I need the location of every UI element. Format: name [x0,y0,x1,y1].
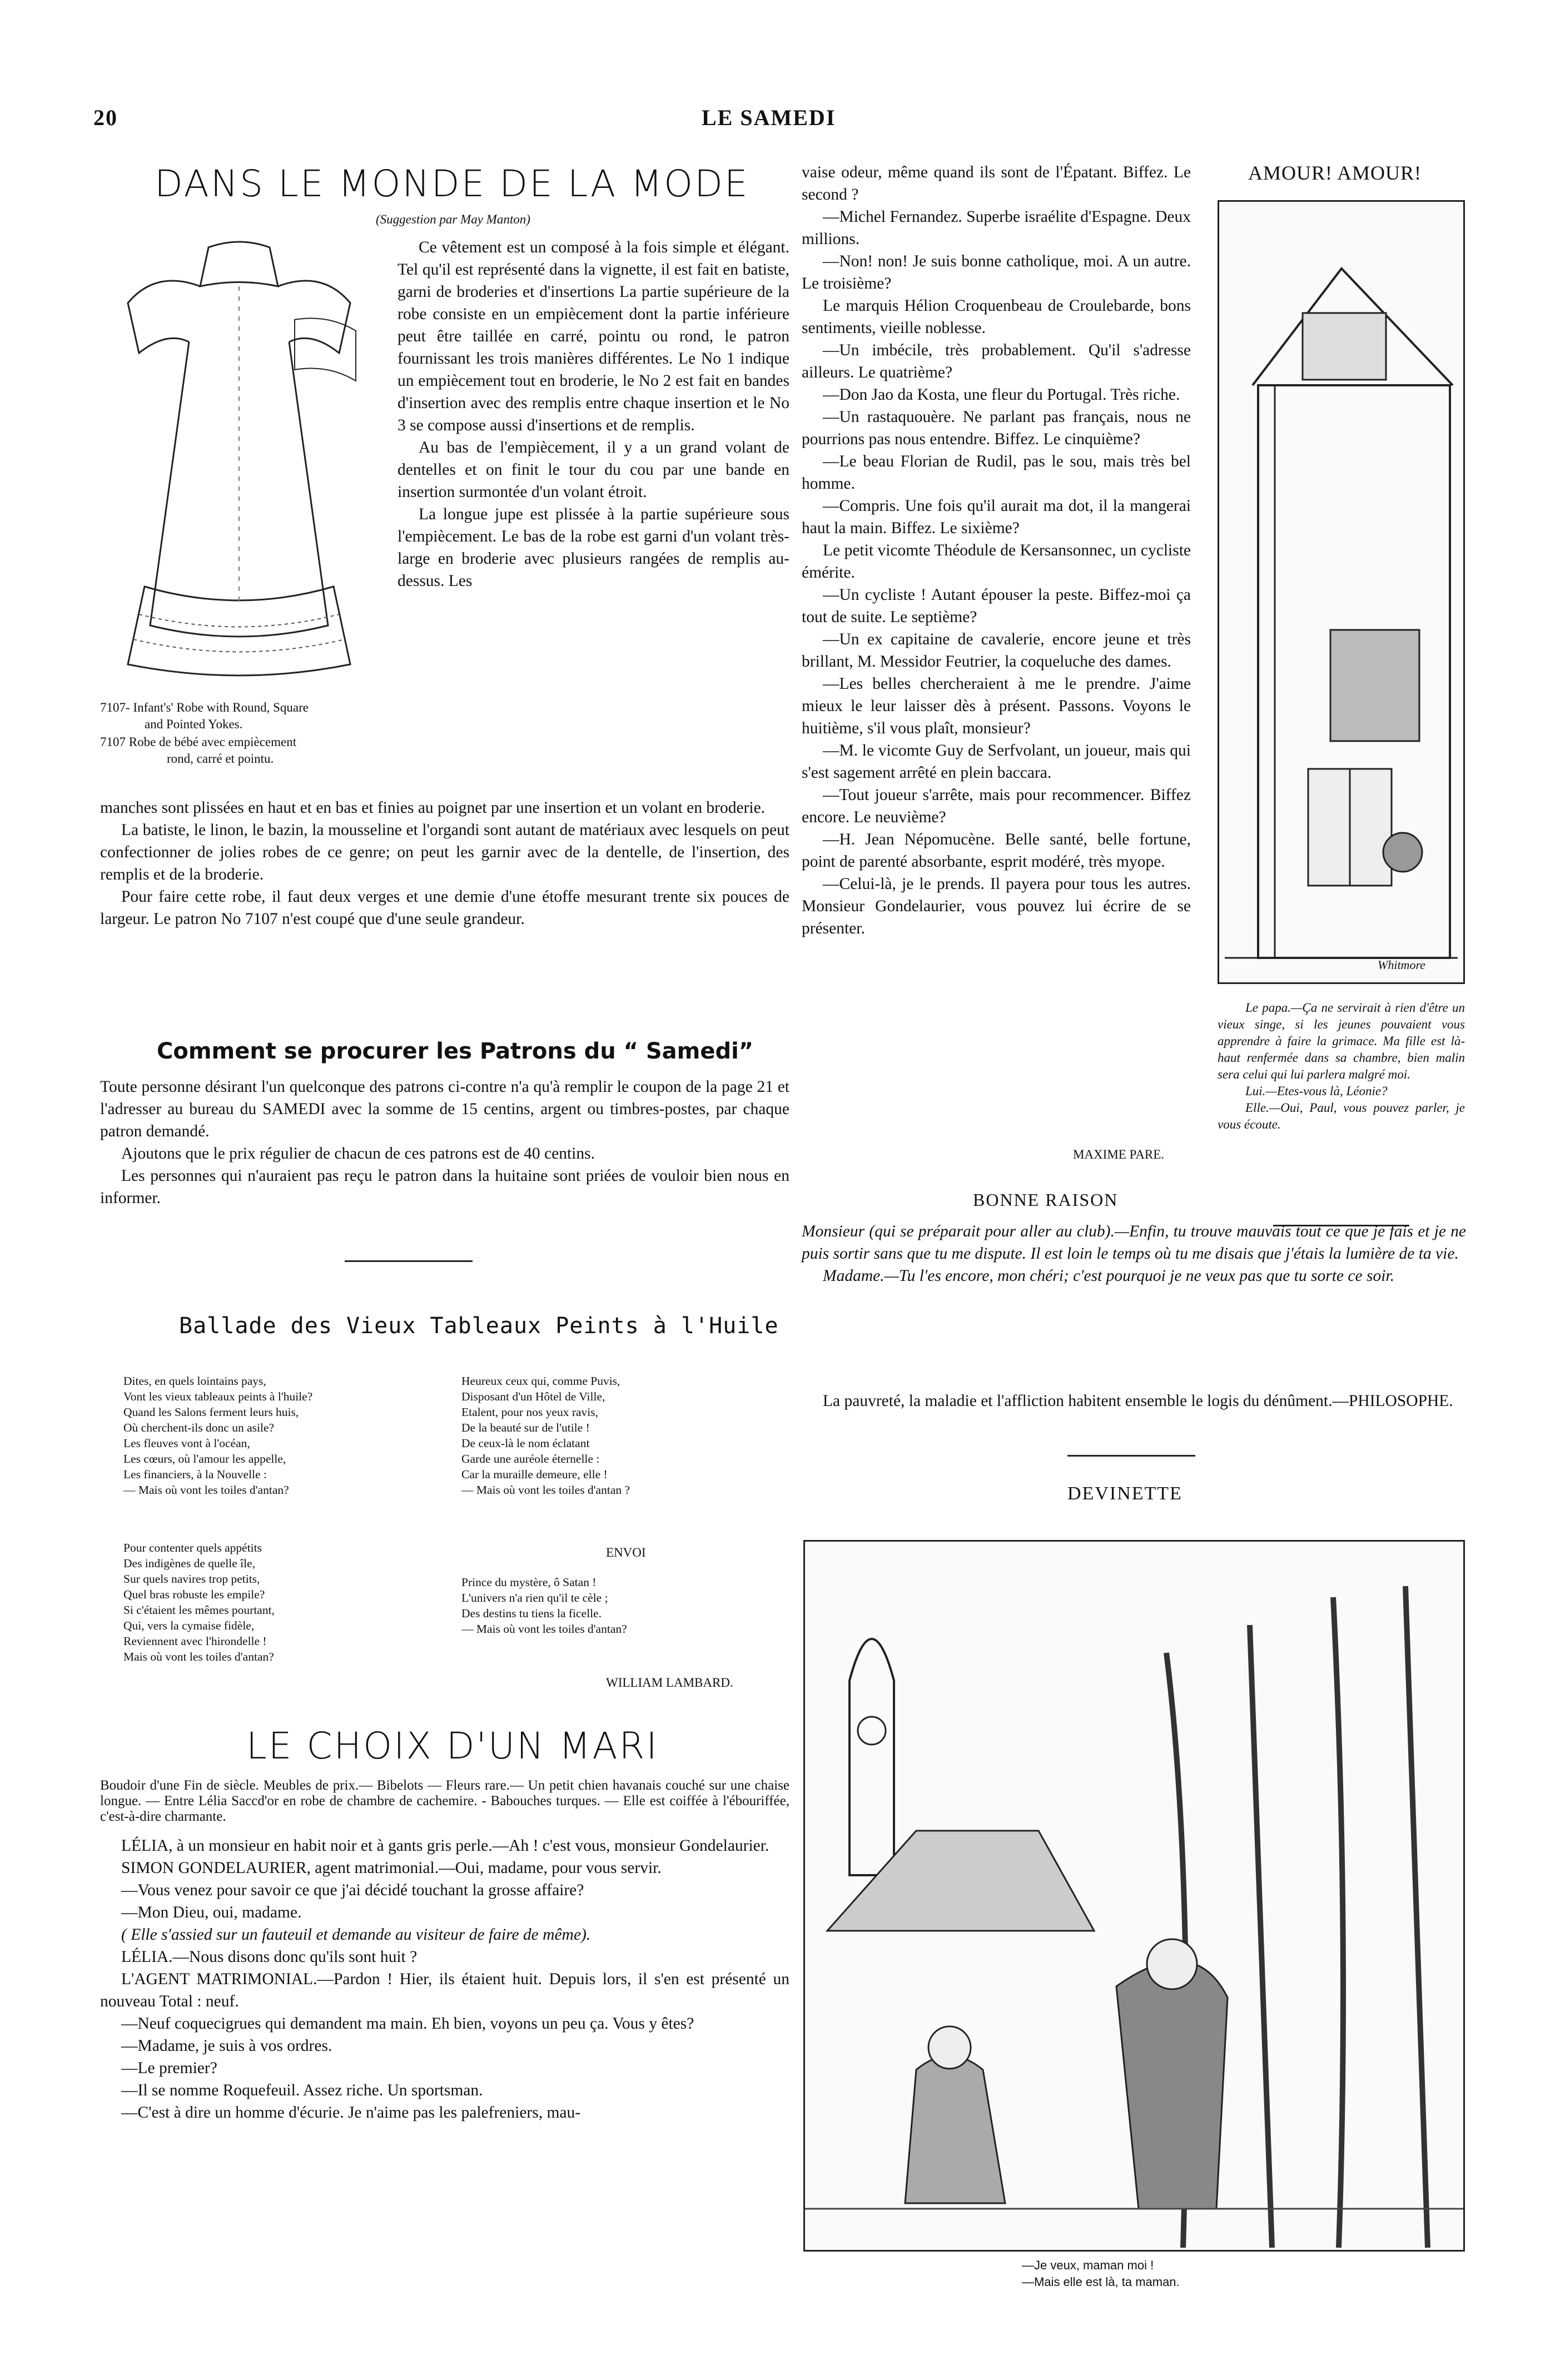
envoi-label: ENVOI [606,1546,646,1559]
philosophe-quote: La pauvreté, la maladie et l'affliction habitent ensemble le logis du dénûment.—PHILOSOPHE. [823,1392,1453,1410]
mode-column-text: Ce vêtement est un composé à la fois simple et élégant. Tel qu'il est représenté dans la vignette, il est fait en batiste, garni de broderies et d'insertions La partie supérieure de la robe consiste en un empiècement dont la partie inférieure peut être taillée en carré, pointu ou rond, le patron fournissant les trois manières différentes. Le No 1 indique un empiècement tout en broderie, le No 2 est fait en bandes d'insertion avec des remplis entre chaque insertion et le No 3 se compose aussi d'insertions et de remplis. Au bas de l'empiècement, il y a un grand volant de dentelles et on finit le tour du cou par une bande en insertion surmontée d'un volant étroit. La longue jupe est plissée à la partie supérieure sous l'empiècement. Le bas de la robe est garni d'un volant très-large en broderie avec plusieurs rangées de remplis au-dessus. Les [398,239,789,590]
devinette-illustration [803,1540,1465,2252]
newspaper-title: LE SAMEDI [702,105,836,130]
devinette-caption: —Je veux, maman moi ! —Mais elle est là, ta maman. [1022,2258,1180,2289]
divider [1067,1455,1195,1457]
ballade-stanza-3: Pour contenter quels appétits Des indigènes de quelle île, Sur quels navires trop petits, Quel bras robuste les empile? Si c'étaient les mêmes pourtant, Qui, vers la cymaise fidèle, Reviennent avec l'hirondelle ! Mais où vont les toiles d'antan? [123,1541,275,1663]
choix-title: LE CHOIX D'UN MARI [246,1725,659,1767]
ballade-stanza-1: Dites, en quels lointains pays, Vont les vieux tableaux peints à l'huile? Quand les Salons ferment leurs huis, Où cherchent-ils donc un asile? Les fleuves vont à l'océan, Les cœurs, où l'amour les appelle, Les financiers, à la Nouvelle : — Mais où vont les toiles d'antan? [123,1374,313,1497]
amour-artist-signature: Whitmore [1378,958,1425,972]
mode-title: DANS LE MONDE DE LA MODE [155,162,749,205]
mode-full-text: manches sont plissées en haut et en bas et finies au poignet par une insertion et un volant en broderie. La batiste, le linon, le bazin, la mousseline et l'organdi sont autant de matériaux avec lesquels on peut confectionner de jolies robes de ce genre; on peut les garnir avec de la dentelle, de l'insertion, des remplis et de la broderie. Pour faire cette robe, il faut deux verges et une demie d'une étoffe mesurant trente six pouces de largeur. Le patron No 7107 n'est coupé que d'une seule grandeur. [100,799,789,928]
figure-caption-fr: 7107 Robe de bébé avec empiècement rond, carré et pointu. [100,735,297,766]
bonne-raison-text: Monsieur (qui se préparait pour aller au club).—Enfin, tu trouve mauvais tout ce que je fais et je ne puis sortir sans que tu me dispute. Il est loin le temps où tu me disais que j'étais la lumière de ta vie. Madame.—Tu l'es encore, mon chéri; c'est pourquoi je ne veux pas que tu sorte ce soir. [802,1223,1466,1285]
choix-signature: MAXIME PARE. [1073,1147,1165,1161]
ballade-stanza-2: Heureux ceux qui, comme Puvis, Disposant d'un Hôtel de Ville, Etalent, pour nos yeux ravis, De la beauté sur de l'utile ! De ceux-là le nom éclatant Garde une auréole éternelle : Car la muraille demeure, elle ! — Mais où vont les toiles d'antan ? [461,1374,630,1497]
ballade-author: WILLIAM LAMBARD. [606,1676,733,1690]
amour-illustration [1218,200,1465,984]
bonne-raison-title: BONNE RAISON [973,1190,1119,1210]
amour-title: AMOUR! AMOUR! [1248,162,1422,184]
ballade-title: Ballade des Vieux Tableaux Peints à l'Huile [179,1313,779,1339]
figure-caption-en: 7107- Infant's' Robe with Round, Square and Pointed Yokes. [100,700,309,731]
choix-continued: vaise odeur, même quand ils sont de l'Épatant. Biffez. Le second ? —Michel Fernandez. Superbe israélite d'Espagne. Deux millions. —Non! non! Je suis bonne catholique, moi. A un autre. Le troisième? Le marquis Hélion Croquenbeau de Croulebarde, bons sentiments, vieille noblesse. —Un imbécile, très probablement. Qu'il s'adresse ailleurs. Le quatrième? —Don Jao da Kosta, une fleur du Portugal. Très riche. —Un rastaquouère. Ne parlant pas français, nous ne pourrions pas nous entendre. Biffez. Le cinquième? —Le beau Florian de Rudil, pas le sou, mais très bel homme. —Compris. Une fois qu'il aurait ma dot, il la mangerai haut la main. Biffez. Le sixième? Le petit vicomte Théodule de Kersansonnec, un cycliste émérite. —Un cycliste ! Autant épouser la peste. Biffez-moi ça tout de suite. Le septième? —Un ex capitaine de cavalerie, encore jeune et très brillant, M. Messidor Feutrier, la coqueluche des dames. —Les belles chercheraient à me le prendre. J'aime mieux le leur laisser dès à présent. Passons. Voyons le huitième, s'il vous plaît, monsieur? —M. le vicomte Guy de Serfvolant, un joueur, mais qui s'est sagement arrêté en plein baccara. —Tout joueur s'arrête, mais pour recommencer. Biffez encore. Le neuvième? —H. Jean Népomucène. Belle santé, belle fortune, point de parenté absorbante, esprit modéré, très myope. —Celui-là, je le prends. Il payera pour tous les autres. Monsieur Gondelaurier, vous pouvez lui écrire de se présenter. [802,163,1191,937]
devinette-title: DEVINETTE [1067,1483,1183,1504]
mode-byline: (Suggestion par May Manton) [376,212,530,226]
patrons-text: Toute personne désirant l'un quelconque des patrons ci-contre n'a qu'à remplir le coupon de la page 21 et l'adresser au bureau du SAMEDI avec la somme de 15 centins, argent ou timbres-postes, par chaque patron demandé. Ajoutons que le prix régulier de chacun de ces patrons est de 40 centins. Les personnes qui n'auraient pas reçu le patron dans la huitaine sont priées de vouloir bien nous en informer. [100,1078,789,1207]
page-number: 20 [93,105,118,130]
divider [345,1260,473,1262]
baby-dress-illustration [95,225,384,692]
choix-text: Boudoir d'une Fin de siècle. Meubles de prix.— Bibelots — Fleurs rare.— Un petit chien havanais couché sur une chaise longue. — Entre Lélia Saccd'or en robe de chambre de cachemire. - Babouches turques. — Elle est coiffée à l'ébouriffée, c'est-à-dire charmante. LÉLIA, à un monsieur en habit noir et à gants gris perle.—Ah ! c'est vous, monsieur Gondelaurier. SIMON GONDELAURIER, agent matrimonial.—Oui, madame, pour vous servir. —Vous venez pour savoir ce que j'ai décidé touchant la grosse affaire? —Mon Dieu, oui, madame. ( Elle s'assied sur un fauteuil et demande au visiteur de faire de même). LÉLIA.—Nous disons donc qu'ils sont huit ? L'AGENT MATRIMONIAL.—Pardon ! Hier, ils étaient huit. Depuis lors, il s'en est présenté un nouveau Total : neuf. —Neuf coquecigrues qui demandent ma main. Eh bien, voyons un peu ça. Vous y êtes? —Madame, je suis à vos ordres. —Le premier? —Il se nomme Roquefeuil. Assez riche. Un sportsman. —C'est à dire un homme d'écurie. Je n'aime pas les palefreniers, mau- [100,1778,789,2121]
ballade-envoi: Prince du mystère, ô Satan ! L'univers n'a rien qu'il te cèle ; Des destins tu tiens la ficelle. — Mais où vont les toiles d'antan? [461,1576,627,1636]
patrons-title: Comment se procurer les Patrons du “ Samedi” [157,1039,754,1064]
amour-caption: Le papa.—Ça ne servirait à rien d'être un vieux singe, si les jeunes pouvaient vous apprendre à faire la grimace. Ma fille est là-haut renfermée dans sa chambre, bien malin sera celui qui lui parlera malgré moi. Lui.—Etes-vous là, Léonie? Elle.—Oui, Paul, vous pouvez parler, je vous écoute. [1218,1001,1465,1131]
